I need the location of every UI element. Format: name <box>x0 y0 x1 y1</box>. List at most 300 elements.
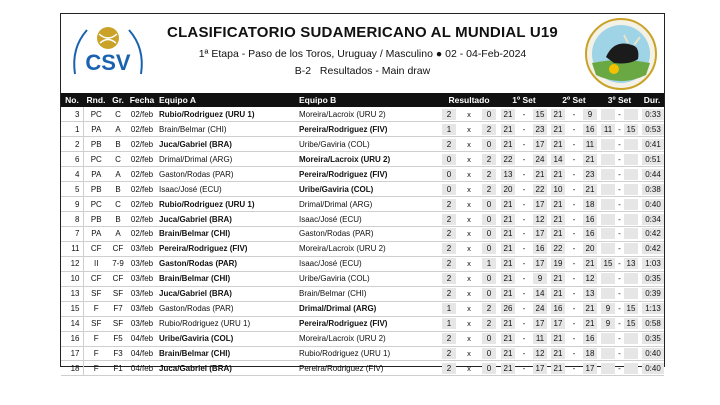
page-title: CLASIFICATORIO SUDAMERICANO AL MUNDIAL U19 <box>167 24 558 41</box>
match-no: 4 <box>61 167 83 182</box>
sets-won-a: 2 <box>442 348 456 359</box>
duration-cell <box>640 286 664 301</box>
set2-cell: 21 - 18 <box>549 346 599 361</box>
set1-b: 14 <box>533 288 547 299</box>
sets-won-a: 1 <box>442 124 456 135</box>
sets-won-a: 2 <box>442 109 456 120</box>
sets-won-a: 2 <box>442 333 456 344</box>
match-group: C <box>109 107 127 122</box>
result-separator: x <box>467 139 471 149</box>
sets-won-a: 2 <box>442 228 456 239</box>
result-separator: x <box>467 304 471 314</box>
set2-a: 19 <box>551 258 565 269</box>
set3-cell: - <box>599 197 640 212</box>
table-row <box>61 286 664 301</box>
match-date: 02/feb <box>127 122 157 137</box>
set3-a: 11 <box>601 124 615 135</box>
set3-cell: - <box>599 271 640 286</box>
set3-cell: - <box>599 167 640 182</box>
match-no: 6 <box>61 152 83 167</box>
table-row <box>61 197 664 212</box>
set2-b: 16 <box>583 124 597 135</box>
set3-a <box>601 139 615 150</box>
match-no: 17 <box>61 346 83 361</box>
result-separator: x <box>467 348 471 358</box>
set2-b: 21 <box>583 303 597 314</box>
result-cell <box>439 241 499 256</box>
duration-cell <box>640 212 664 227</box>
duration-cell <box>640 361 664 376</box>
sets-won-b: 2 <box>482 184 496 195</box>
col-resultado: Resultado <box>448 95 490 105</box>
table-row <box>61 346 664 361</box>
col-no: No. <box>65 95 79 105</box>
set1-b: 16 <box>533 243 547 254</box>
match-date: 04/feb <box>127 361 157 376</box>
set1-b: 15 <box>533 109 547 120</box>
sets-won-b: 0 <box>482 199 496 210</box>
result-separator: x <box>467 109 471 119</box>
set2-b: 16 <box>583 333 597 344</box>
result-separator: x <box>467 319 471 329</box>
set1-cell: 22 - 24 <box>499 152 549 167</box>
match-date: 02/feb <box>127 167 157 182</box>
set1-b: 24 <box>533 154 547 165</box>
set2-cell: 19 - 21 <box>549 256 599 271</box>
team-b: Moreira/Lacroix (URU 2) <box>297 331 439 346</box>
set3-cell: - <box>599 346 640 361</box>
result-separator: x <box>467 244 471 254</box>
set1-a: 13 <box>501 169 515 180</box>
sets-won-a: 0 <box>442 169 456 180</box>
result-cell <box>439 227 499 242</box>
match-duration: 0:34 <box>642 214 664 225</box>
match-no: 12 <box>61 256 83 271</box>
set3-cell: - <box>599 331 640 346</box>
col-fecha: Fecha <box>129 95 155 105</box>
result-cell <box>439 212 499 227</box>
match-date: 03/feb <box>127 256 157 271</box>
match-no: 9 <box>61 197 83 212</box>
results-table <box>61 93 664 376</box>
set1-a: 21 <box>501 273 515 284</box>
set3-cell: 11 - 15 <box>599 122 640 137</box>
col-set3: 3º Set <box>607 95 632 105</box>
sets-won-b: 0 <box>482 363 496 374</box>
match-group: 7-9 <box>109 256 127 271</box>
set2-cell: 21 - 11 <box>549 137 599 152</box>
set2-a: 21 <box>551 333 565 344</box>
match-date: 02/feb <box>127 107 157 122</box>
set1-cell: 21 - 15 <box>499 107 549 122</box>
set3-a <box>601 228 615 239</box>
set1-cell: 21 - 23 <box>499 122 549 137</box>
set3-cell: - <box>599 182 640 197</box>
set3-cell: 9 - 15 <box>599 301 640 316</box>
table-row <box>61 331 664 346</box>
sets-won-a: 2 <box>442 243 456 254</box>
set2-b: 18 <box>583 199 597 210</box>
set1-cell: 21 - 12 <box>499 346 549 361</box>
set3-b <box>624 288 638 299</box>
set3-cell: - <box>599 107 640 122</box>
table-header <box>61 93 664 107</box>
match-round: PB <box>83 182 109 197</box>
match-round: PC <box>83 152 109 167</box>
set2-b: 12 <box>583 273 597 284</box>
match-date: 04/feb <box>127 346 157 361</box>
match-no: 18 <box>61 361 83 376</box>
match-round: PC <box>83 107 109 122</box>
set1-b: 9 <box>533 273 547 284</box>
team-b: Pereira/Rodriguez (FIV) <box>297 167 439 182</box>
set3-b <box>624 243 638 254</box>
set3-a <box>601 184 615 195</box>
match-group: A <box>109 227 127 242</box>
set3-cell: - <box>599 152 640 167</box>
team-b: Pereira/Rodriguez (FIV) <box>297 122 439 137</box>
team-a: Juca/Gabriel (BRA) <box>157 212 297 227</box>
match-date: 02/feb <box>127 152 157 167</box>
result-cell <box>439 182 499 197</box>
result-cell <box>439 167 499 182</box>
set3-b <box>624 109 638 120</box>
set2-b: 18 <box>583 348 597 359</box>
set1-cell: 21 - 17 <box>499 227 549 242</box>
set2-b: 13 <box>583 288 597 299</box>
set1-b: 23 <box>533 124 547 135</box>
set3-cell: 15 - 13 <box>599 256 640 271</box>
match-date: 03/feb <box>127 316 157 331</box>
result-cell <box>439 361 499 376</box>
set1-a: 21 <box>501 214 515 225</box>
set1-b: 24 <box>533 303 547 314</box>
match-no: 5 <box>61 182 83 197</box>
set1-a: 21 <box>501 109 515 120</box>
set1-b: 21 <box>533 169 547 180</box>
table-row <box>61 271 664 286</box>
match-group: CF <box>109 271 127 286</box>
duration-cell <box>640 227 664 242</box>
set3-a <box>601 214 615 225</box>
team-a: Rubio/Rodriguez (URU 1) <box>157 107 297 122</box>
sets-won-b: 0 <box>482 139 496 150</box>
team-b: Uribe/Gaviria (COL) <box>297 271 439 286</box>
team-a: Uribe/Gaviria (COL) <box>157 331 297 346</box>
set1-b: 11 <box>533 333 547 344</box>
team-b: Moreira/Lacroix (URU 2) <box>297 241 439 256</box>
set2-a: 21 <box>551 214 565 225</box>
duration-cell <box>640 122 664 137</box>
duration-cell <box>640 167 664 182</box>
match-date: 02/feb <box>127 182 157 197</box>
set2-a: 14 <box>551 154 565 165</box>
set2-a: 21 <box>551 348 565 359</box>
sets-won-a: 2 <box>442 363 456 374</box>
match-date: 03/feb <box>127 286 157 301</box>
set1-a: 21 <box>501 288 515 299</box>
match-round: F <box>83 331 109 346</box>
set3-a: 15 <box>601 258 615 269</box>
duration-cell <box>640 331 664 346</box>
set1-a: 21 <box>501 124 515 135</box>
results-sheet <box>60 13 665 373</box>
team-a: Brain/Belmar (CHI) <box>157 227 297 242</box>
table-row <box>61 122 664 137</box>
sets-won-a: 2 <box>442 139 456 150</box>
team-b: Uribe/Gaviria (COL) <box>297 182 439 197</box>
match-round: PA <box>83 227 109 242</box>
match-no: 11 <box>61 241 83 256</box>
set3-a <box>601 333 615 344</box>
col-dur: Dur. <box>643 95 661 105</box>
col-set2: 2º Set <box>562 95 586 105</box>
match-duration: 0:42 <box>642 243 664 254</box>
match-round: PA <box>83 122 109 137</box>
col-set1: 1º Set <box>512 95 536 105</box>
duration-cell <box>640 271 664 286</box>
match-round: PC <box>83 197 109 212</box>
table-row <box>61 241 664 256</box>
set2-b: 23 <box>583 169 597 180</box>
set3-b <box>624 363 638 374</box>
team-b: Moreira/Lacroix (URU 2) <box>297 152 439 167</box>
tournament-logo <box>584 17 658 91</box>
set3-a <box>601 199 615 210</box>
set1-b: 17 <box>533 228 547 239</box>
table-row <box>61 167 664 182</box>
match-date: 03/feb <box>127 241 157 256</box>
team-a: Rubio/Rodriguez (URU 1) <box>157 197 297 212</box>
match-no: 10 <box>61 271 83 286</box>
match-group: F3 <box>109 346 127 361</box>
team-b: Pereira/Rodriguez (FIV) <box>297 361 439 376</box>
team-a: Juca/Gabriel (BRA) <box>157 137 297 152</box>
table-row <box>61 137 664 152</box>
result-separator: x <box>467 199 471 209</box>
set1-cell: 21 - 9 <box>499 271 549 286</box>
sets-won-a: 2 <box>442 214 456 225</box>
team-b: Isaac/José (ECU) <box>297 212 439 227</box>
set1-a: 26 <box>501 303 515 314</box>
match-duration: 1:03 <box>642 258 664 269</box>
team-a: Juca/Gabriel (BRA) <box>157 361 297 376</box>
set3-b: 13 <box>624 258 638 269</box>
group-line <box>61 65 664 77</box>
sets-won-b: 2 <box>482 154 496 165</box>
event-subtitle: 1ª Etapa - Paso de los Toros, Uruguay / Masculino ● 02 - 04-Feb-2024 <box>198 48 527 60</box>
match-no: 7 <box>61 227 83 242</box>
match-date: 02/feb <box>127 227 157 242</box>
match-group: SF <box>109 286 127 301</box>
sets-won-b: 0 <box>482 214 496 225</box>
match-date: 03/feb <box>127 301 157 316</box>
section-title: Resultados - Main draw <box>319 65 431 77</box>
match-no: 3 <box>61 107 83 122</box>
set1-cell: 21 - 14 <box>499 286 549 301</box>
set2-a: 21 <box>551 139 565 150</box>
set3-b: 15 <box>624 318 638 329</box>
sets-won-b: 0 <box>482 288 496 299</box>
match-no: 1 <box>61 122 83 137</box>
set1-a: 21 <box>501 139 515 150</box>
sets-won-a: 2 <box>442 273 456 284</box>
match-duration: 0:35 <box>642 273 664 284</box>
set1-a: 21 <box>501 333 515 344</box>
set2-a: 17 <box>551 318 565 329</box>
result-cell <box>439 316 499 331</box>
set3-a <box>601 169 615 180</box>
set1-b: 17 <box>533 199 547 210</box>
set2-cell: 21 - 16 <box>549 212 599 227</box>
match-duration: 0:51 <box>642 154 664 165</box>
sets-won-a: 0 <box>442 154 456 165</box>
set3-a <box>601 363 615 374</box>
set3-a <box>601 154 615 165</box>
set2-b: 11 <box>583 139 597 150</box>
col-team-a: Equipo A <box>159 95 196 105</box>
set2-cell: 16 - 21 <box>549 301 599 316</box>
result-separator: x <box>467 124 471 134</box>
result-separator: x <box>467 334 471 344</box>
set3-a <box>601 243 615 254</box>
match-no: 14 <box>61 316 83 331</box>
sets-won-b: 2 <box>482 169 496 180</box>
set1-a: 21 <box>501 348 515 359</box>
team-a: Isaac/José (ECU) <box>157 182 297 197</box>
result-cell <box>439 122 499 137</box>
set1-a: 21 <box>501 199 515 210</box>
group-code: B-2 <box>294 65 312 77</box>
team-a: Brain/Belmar (CHI) <box>157 122 297 137</box>
match-group: B <box>109 182 127 197</box>
set2-b: 21 <box>583 318 597 329</box>
duration-cell <box>640 256 664 271</box>
match-duration: 0:39 <box>642 288 664 299</box>
sets-won-a: 1 <box>442 318 456 329</box>
set1-cell: 21 - 17 <box>499 137 549 152</box>
table-row <box>61 107 664 122</box>
set3-cell: - <box>599 361 640 376</box>
team-a: Drimal/Drimal (ARG) <box>157 152 297 167</box>
team-a: Pereira/Rodriguez (FIV) <box>157 241 297 256</box>
set2-cell: 21 - 16 <box>549 227 599 242</box>
set3-a: 9 <box>601 303 615 314</box>
set3-a <box>601 109 615 120</box>
match-round: PB <box>83 212 109 227</box>
match-duration: 0:41 <box>642 139 664 150</box>
sets-won-b: 0 <box>482 273 496 284</box>
sets-won-b: 0 <box>482 109 496 120</box>
sets-won-b: 0 <box>482 348 496 359</box>
set2-a: 10 <box>551 184 565 195</box>
sets-won-b: 0 <box>482 243 496 254</box>
set2-cell: 21 - 12 <box>549 271 599 286</box>
set3-b <box>624 273 638 284</box>
table-row <box>61 227 664 242</box>
sets-won-b: 1 <box>482 258 496 269</box>
result-separator: x <box>467 229 471 239</box>
team-b: Rubio/Rodriguez (URU 1) <box>297 346 439 361</box>
set2-cell: 17 - 21 <box>549 316 599 331</box>
set1-cell: 13 - 21 <box>499 167 549 182</box>
duration-cell <box>640 346 664 361</box>
set1-a: 21 <box>501 363 515 374</box>
table-row <box>61 182 664 197</box>
sets-won-a: 2 <box>442 288 456 299</box>
result-cell <box>439 331 499 346</box>
duration-cell <box>640 316 664 331</box>
header <box>61 14 664 93</box>
set3-a <box>601 273 615 284</box>
set1-cell: 21 - 12 <box>499 212 549 227</box>
col-gr: Gr. <box>112 95 124 105</box>
set2-a: 22 <box>551 243 565 254</box>
table-row <box>61 316 664 331</box>
match-round: F <box>83 301 109 316</box>
match-group: B <box>109 212 127 227</box>
set3-b: 15 <box>624 303 638 314</box>
set2-b: 16 <box>583 228 597 239</box>
csv-logo-text: CSV <box>85 50 131 75</box>
match-group: A <box>109 167 127 182</box>
set1-cell: 26 - 24 <box>499 301 549 316</box>
result-cell <box>439 346 499 361</box>
result-separator: x <box>467 274 471 284</box>
match-round: F <box>83 346 109 361</box>
duration-cell <box>640 107 664 122</box>
set2-b: 16 <box>583 214 597 225</box>
result-separator: x <box>467 154 471 164</box>
match-date: 03/feb <box>127 271 157 286</box>
match-group: SF <box>109 316 127 331</box>
match-round: CF <box>83 271 109 286</box>
set2-b: 21 <box>583 258 597 269</box>
table-row <box>61 301 664 316</box>
match-duration: 0:40 <box>642 348 664 359</box>
sets-won-b: 2 <box>482 303 496 314</box>
result-separator: x <box>467 363 471 373</box>
set2-a: 21 <box>551 363 565 374</box>
sets-won-b: 2 <box>482 124 496 135</box>
set2-a: 21 <box>551 273 565 284</box>
team-a: Juca/Gabriel (BRA) <box>157 286 297 301</box>
set3-cell: - <box>599 286 640 301</box>
match-group: CF <box>109 241 127 256</box>
set2-cell: 21 - 16 <box>549 122 599 137</box>
set1-cell: 21 - 17 <box>499 197 549 212</box>
set1-b: 17 <box>533 139 547 150</box>
set1-a: 22 <box>501 154 515 165</box>
team-a: Gaston/Rodas (PAR) <box>157 256 297 271</box>
set3-cell: 9 - 15 <box>599 316 640 331</box>
team-a: Brain/Belmar (CHI) <box>157 271 297 286</box>
set1-b: 22 <box>533 184 547 195</box>
result-cell <box>439 137 499 152</box>
team-b: Isaac/José (ECU) <box>297 256 439 271</box>
table-row <box>61 152 664 167</box>
sets-won-a: 2 <box>442 258 456 269</box>
set1-cell: 21 - 16 <box>499 241 549 256</box>
result-cell <box>439 286 499 301</box>
set2-a: 21 <box>551 169 565 180</box>
match-duration: 0:40 <box>642 199 664 210</box>
team-b: Drimal/Drimal (ARG) <box>297 197 439 212</box>
set3-cell: - <box>599 212 640 227</box>
match-group: F1 <box>109 361 127 376</box>
set1-cell: 21 - 11 <box>499 331 549 346</box>
match-round: CF <box>83 241 109 256</box>
